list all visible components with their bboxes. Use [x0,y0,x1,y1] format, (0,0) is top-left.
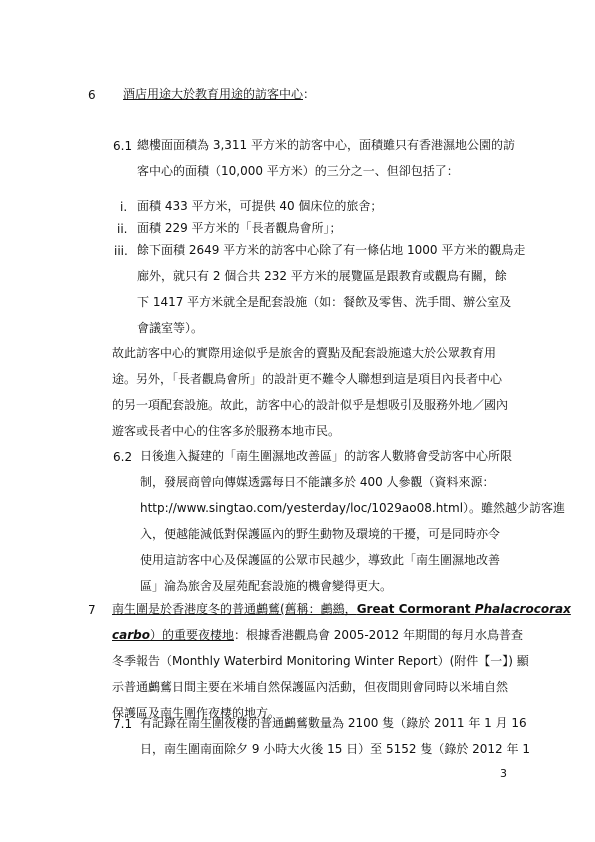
page-number: 3 [500,767,507,780]
list-item-i: 面積 433 平方米，可提供 40 個床位的旅舍； [137,199,383,213]
section-7-body [112,596,571,726]
section-7-species-name: Great Cormorant [356,602,475,616]
summary-line: 途。另外，「長者觀鳥會所」的設計更不難令人聯想到這是項目內長者中心 [112,372,503,386]
section-6-1-body [137,132,515,184]
section-6-2-line: 區」淪為旅舍及屋苑配套設施的機會變得更大。 [140,579,393,593]
section-6-number: 6 [88,88,96,102]
section-7-intro: ：根據香港觀鳥會 2005-2012 年期間的每月水鳥普查 [233,628,524,642]
section-7-line: 保護區及南生圍作夜棲的地方。 [112,706,281,720]
section-6-1-line: 總樓面面積為 3,311 平方米的訪客中心，面積雖只有香港濕地公園的訪 [137,138,515,152]
list-item-iii-line: 廊外，就只有 2 個合共 232 平方米的展覽區是跟教育或觀鳥有關，餘 [137,269,507,283]
list-marker-i: i. [120,200,128,214]
list-item-ii: 面積 229 平方米的「長者觀鳥會所」； [137,221,342,235]
list-item-iii-line: 餘下面積 2649 平方米的訪客中心除了有一條佔地 1000 平方米的觀鳥走 [137,243,526,257]
section-7-heading-text: 南生圍是於香港度冬的普通鸕鶿(舊稱：鸕鷀， [112,602,357,616]
section-7-1-line: 有記錄在南生圍夜棲的普通鸕鶿數量為 2100 隻（錄於 2011 年 1 月 16 [140,716,527,730]
summary-line: 故此訪客中心的實際用途似乎是旅舍的賣點及配套設施遠大於公眾教育用 [112,346,497,360]
section-7-line: 示普通鸕鶿日間主要在米埔自然保護區內活動，但夜間則會同時以米埔自然 [112,680,509,694]
section-6-2-number: 6.2 [113,450,133,464]
list-item-iii-line: 會議室等）。 [137,321,204,335]
list-item-iii-line: 下 1417 平方米就全是配套設施（如：餐飲及零售、洗手間、辦公室及 [137,295,512,309]
section-7-1-number: 7.1 [113,717,133,731]
section-6-heading-text: 酒店用途大於教育用途的訪客中心 [123,87,304,101]
section-7-heading-tail: ）的重要夜棲地 [149,628,234,642]
section-7-number: 7 [88,603,96,617]
section-7-1-body [140,710,530,762]
list-marker-ii: ii. [117,222,128,236]
section-6-2-line: 制，發展商曾向傳媒透露每日不能讓多於 400 人參觀（資料來源： [140,475,495,489]
section-6-2-source-line: http://www.singtao.com/yesterday/loc/1029ao08.html）。雖然越少訪客進 [140,501,566,515]
section-6-2-line: 使用這訪客中心及保護區的公眾市民越少，導致此「南生圍濕地改善 [140,553,501,567]
section-6-2-line: 入，便越能減低對保護區內的野生動物及環境的干擾，可是同時亦令 [140,527,501,541]
section-6-colon: ： [303,87,316,101]
list-item-iii [137,237,525,341]
section-6-2-body [140,443,565,599]
list-marker-iii: iii. [114,244,128,258]
summary-line: 的另一項配套設施。故此，訪客中心的設計似乎是想吸引及服務外地／國內 [112,398,509,412]
section-6-2-line: 日後進入擬建的「南生圍濕地改善區」的訪客人數將會受訪客中心所限 [140,449,513,463]
section-7-latin-species: carbo [112,628,150,642]
section-6-1-number: 6.1 [113,139,133,153]
summary-paragraph [112,340,508,444]
summary-line: 遊客或長者中心的住客多於服務本地市民。 [112,424,341,438]
section-7-1-line: 日，南生圍南面除夕 9 小時大火後 15 日）至 5152 隻（錄於 2012 年 1 [140,742,530,756]
section-6-heading [123,81,315,107]
section-7-heading-line-1 [112,596,571,622]
section-7-heading-line-2 [112,622,571,648]
section-7-line: 冬季報告（Monthly Waterbird Monitoring Winter Report）(附件【一】) 顯 [112,654,529,668]
section-6-1-line: 客中心的面積（10,000 平方米）的三分之一、但卻包括了： [137,164,459,178]
section-7-latin-genus: Phalacrocorax [474,602,571,616]
